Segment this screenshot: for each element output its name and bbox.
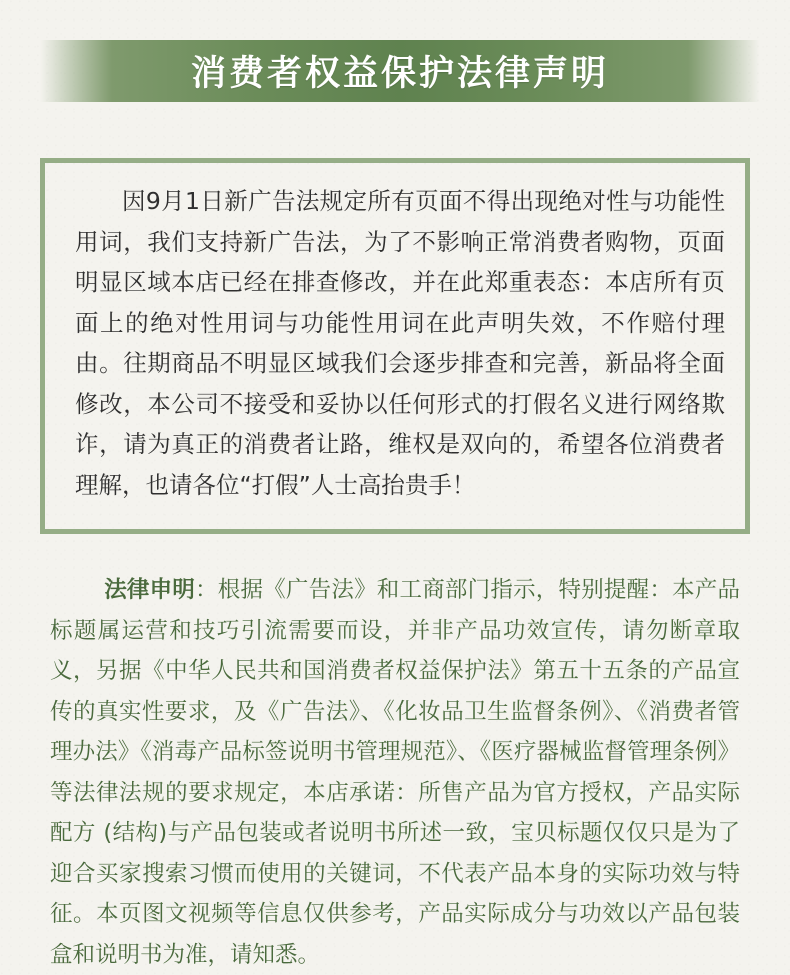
title-banner: [40, 40, 760, 102]
notice-box: [40, 158, 750, 534]
legal-text: ：根据《广告法》和工商部门指示，特别提醒：本产品标题属运营和技巧引流需要而设，并非产品功效宣传，请勿断章取义，另据《中华人民共和国消费者权益保护法》第五十五条的产品宣传的真实性要求，及《广告法》、《化妆品卫生监督条例》、《消费者管理办法》《消毒产品标签说明书管理规范》、《医疗器械监督管理条例》等法律法规的要求规定，本店承诺：所售产品为官方授权，产品实际配方 (结构)与产品包装或者说明书所述一致，宝贝标题仅仅只是为了迎合买家搜索习惯而使用的关键词，不代表产品本身的实际功效与特征。本页图文视频等信息仅供参考，产品实际成分与功效以产品包装盒和说明书为准，请知悉。: [50, 577, 740, 968]
legal-label: 法律申明: [104, 577, 196, 603]
page-title: 消费者权益保护法律声明: [190, 54, 609, 94]
legal-statement: [50, 570, 740, 975]
notice-paragraph: 因9月1日新广告法规定所有页面不得出现绝对性与功能性用词，我们支持新广告法，为了不影响正常消费者购物，页面明显区域本店已经在排查修改，并在此郑重表态：本店所有页面上的绝对性用词与功能性用词在此声明失效，不作赔付理由。往期商品不明显区域我们会逐步排查和完善，新品将全面修改，本公司不接受和妥协以任何形式的打假名义进行网络欺诈，请为真正的消费者让路，维权是双向的，希望各位消费者理解，也请各位“打假”人士高抬贵手！: [75, 187, 725, 499]
